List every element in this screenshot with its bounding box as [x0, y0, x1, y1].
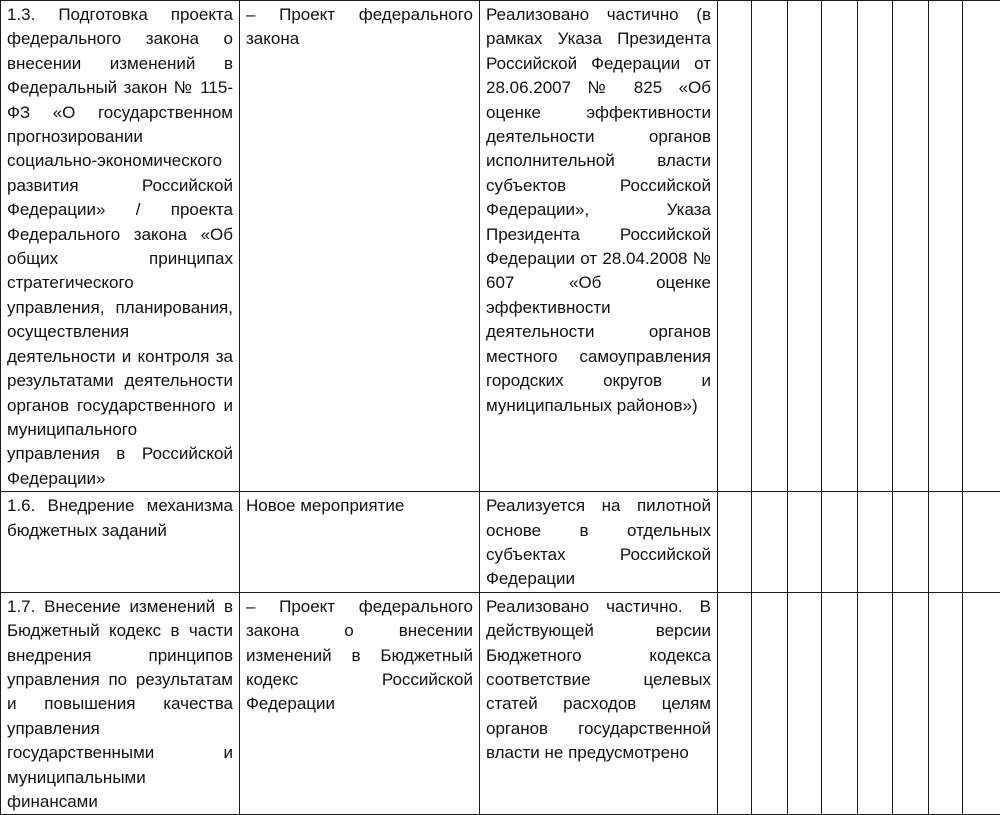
empty-cell [822, 592, 858, 815]
empty-cell [893, 492, 929, 593]
empty-cell [858, 592, 893, 815]
measure-cell [1, 1, 240, 492]
empty-cell [963, 492, 1000, 593]
instrument-cell [240, 592, 480, 815]
status-cell [480, 1, 718, 492]
empty-cell [893, 592, 929, 815]
empty-cell [752, 592, 788, 815]
status-cell [480, 592, 718, 815]
empty-cell [718, 492, 752, 593]
instrument-text: – Проект федерального закона о внесении изменений в Бюджетный кодекс Российской Федерации [246, 595, 473, 717]
empty-cell [858, 492, 893, 593]
empty-cell [788, 492, 822, 593]
empty-cell [752, 492, 788, 593]
empty-cell [822, 1, 858, 492]
empty-cell [858, 1, 893, 492]
empty-cell [929, 492, 963, 593]
table-row [1, 1, 1000, 492]
measure-cell [1, 592, 240, 815]
empty-cell [788, 592, 822, 815]
empty-cell [822, 492, 858, 593]
instrument-cell [240, 1, 480, 492]
instrument-text: – Проект федерального закона [246, 3, 473, 52]
status-text: Реализуется на пилотной основе в отдельных субъектах Российской Федерации [486, 494, 711, 592]
empty-cell [929, 1, 963, 492]
empty-cell [788, 1, 822, 492]
empty-cell [893, 1, 929, 492]
empty-cell [752, 1, 788, 492]
table-row [1, 592, 1000, 815]
instrument-cell [240, 492, 480, 593]
status-text: Реализовано частично (в рамках Указа Президента Российской Федерации от 28.06.2007 № 825 «Об оценке эффективности деятельности органов исполнительной власти субъектов Российской Федерации», Указа Президента Российской Федерации от 28.04.2008 № 607 «Об оценке эффективности деятельности органов местного самоуправления городских округов и муниципальных районов») [486, 3, 711, 418]
empty-cell [929, 592, 963, 815]
table-row [1, 492, 1000, 593]
status-cell [480, 492, 718, 593]
measure-text: 1.7. Внесение изменений в Бюджетный кодекс в части внедрения принципов управления по результатам и повышения качества управления государственными и муниципальными финансами [7, 595, 233, 815]
empty-cell [963, 592, 1000, 815]
status-text: Реализовано частично. В действующей версии Бюджетного кодекса соответствие целевых статей расходов целям органов государственной власти не предусмотрено [486, 595, 711, 766]
empty-cell [718, 592, 752, 815]
instrument-text: Новое мероприятие [246, 494, 473, 518]
empty-cell [963, 1, 1000, 492]
measure-text: 1.6. Внедрение механизма бюджетных заданий [7, 494, 233, 543]
empty-cell [718, 1, 752, 492]
measure-text: 1.3. Подготовка проекта федерального закона о внесении изменений в Федеральный закон № 115-ФЗ «О государственном прогнозировании социально-экономического развития Российской Федерации» / проекта Федерального закона «Об общих принципах стратегического управления, планирования, осуществления деятельности и контроля за результатами деятельности органов государственного и муниципального управления в Российской Федерации» [7, 3, 233, 491]
measure-cell [1, 492, 240, 593]
